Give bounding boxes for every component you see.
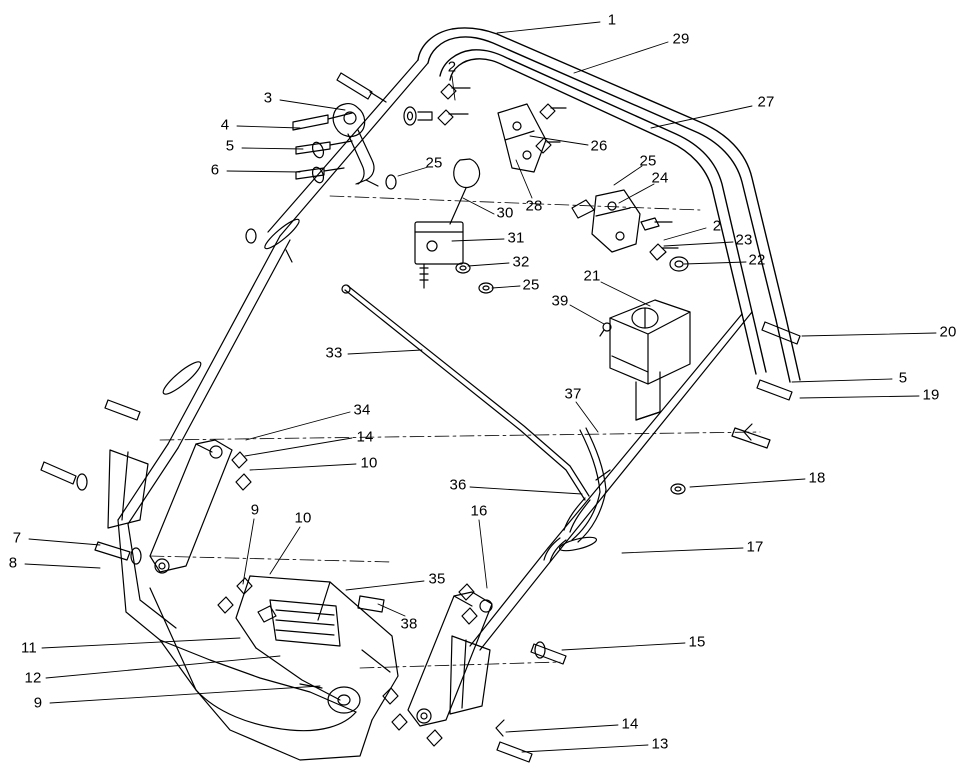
callout-number-22: 22 (748, 251, 766, 269)
lever-assembly-30 (415, 159, 493, 293)
callout-number-25: 25 (425, 154, 443, 172)
callout-number-8: 8 (8, 554, 18, 572)
callout-number-10: 10 (294, 509, 312, 527)
right-lower-tube (470, 312, 752, 650)
cable-bundle (544, 428, 610, 562)
callout-number-4: 4 (220, 116, 230, 134)
callout-number-34: 34 (353, 401, 371, 419)
callout-number-2: 2 (447, 58, 457, 76)
callout-number-21: 21 (583, 267, 601, 285)
callout-number-2: 2 (712, 217, 722, 235)
callout-number-11: 11 (21, 639, 37, 657)
callout-number-27: 27 (757, 93, 775, 111)
callout-number-38: 38 (400, 615, 418, 633)
left-handle-tube (118, 60, 428, 527)
screw-top-left (337, 73, 386, 102)
callout-number-39: 39 (551, 292, 569, 310)
control-rod-33 (342, 285, 589, 500)
callout-number-1: 1 (607, 11, 617, 29)
callout-number-16: 16 (470, 502, 488, 520)
callout-number-14: 14 (621, 715, 639, 733)
plate-bracket-28 (498, 104, 566, 172)
callout-number-29: 29 (672, 30, 690, 48)
callout-number-7: 7 (12, 529, 22, 547)
callout-number-37: 37 (564, 385, 582, 403)
control-box-21 (600, 300, 690, 420)
callout-number-25: 25 (522, 276, 540, 294)
callout-number-31: 31 (507, 229, 525, 247)
callout-number-14: 14 (356, 428, 374, 446)
callout-number-5: 5 (898, 369, 908, 387)
callout-number-18: 18 (808, 469, 826, 487)
callout-number-15: 15 (688, 633, 706, 651)
left-lower-bracket (41, 400, 252, 613)
callout-number-19: 19 (922, 386, 940, 404)
callout-number-10: 10 (360, 454, 378, 472)
callout-number-6: 6 (210, 161, 220, 179)
right-plate-bracket-24 (572, 190, 688, 271)
callout-number-35: 35 (428, 570, 446, 588)
callout-number-24: 24 (651, 169, 669, 187)
callout-number-28: 28 (525, 197, 543, 215)
callout-number-12: 12 (24, 669, 42, 687)
callout-number-9: 9 (33, 694, 43, 712)
callout-number-33: 33 (325, 344, 343, 362)
left-rod-knobs (160, 216, 302, 398)
callout-number-17: 17 (746, 538, 764, 556)
callout-number-23: 23 (735, 231, 753, 249)
fastener-group-2 (386, 84, 470, 189)
callout-number-25: 25 (639, 152, 657, 170)
callout-number-36: 36 (449, 476, 467, 494)
callout-number-30: 30 (496, 204, 514, 222)
callout-number-13: 13 (651, 735, 669, 753)
callout-number-20: 20 (939, 323, 957, 341)
callout-number-9: 9 (250, 501, 260, 519)
right-lower-bracket (383, 584, 566, 762)
callout-number-3: 3 (263, 89, 273, 107)
callout-number-26: 26 (590, 137, 608, 155)
upper-handle-bar (418, 28, 800, 382)
callout-number-5: 5 (225, 137, 235, 155)
callout-number-32: 32 (512, 253, 530, 271)
